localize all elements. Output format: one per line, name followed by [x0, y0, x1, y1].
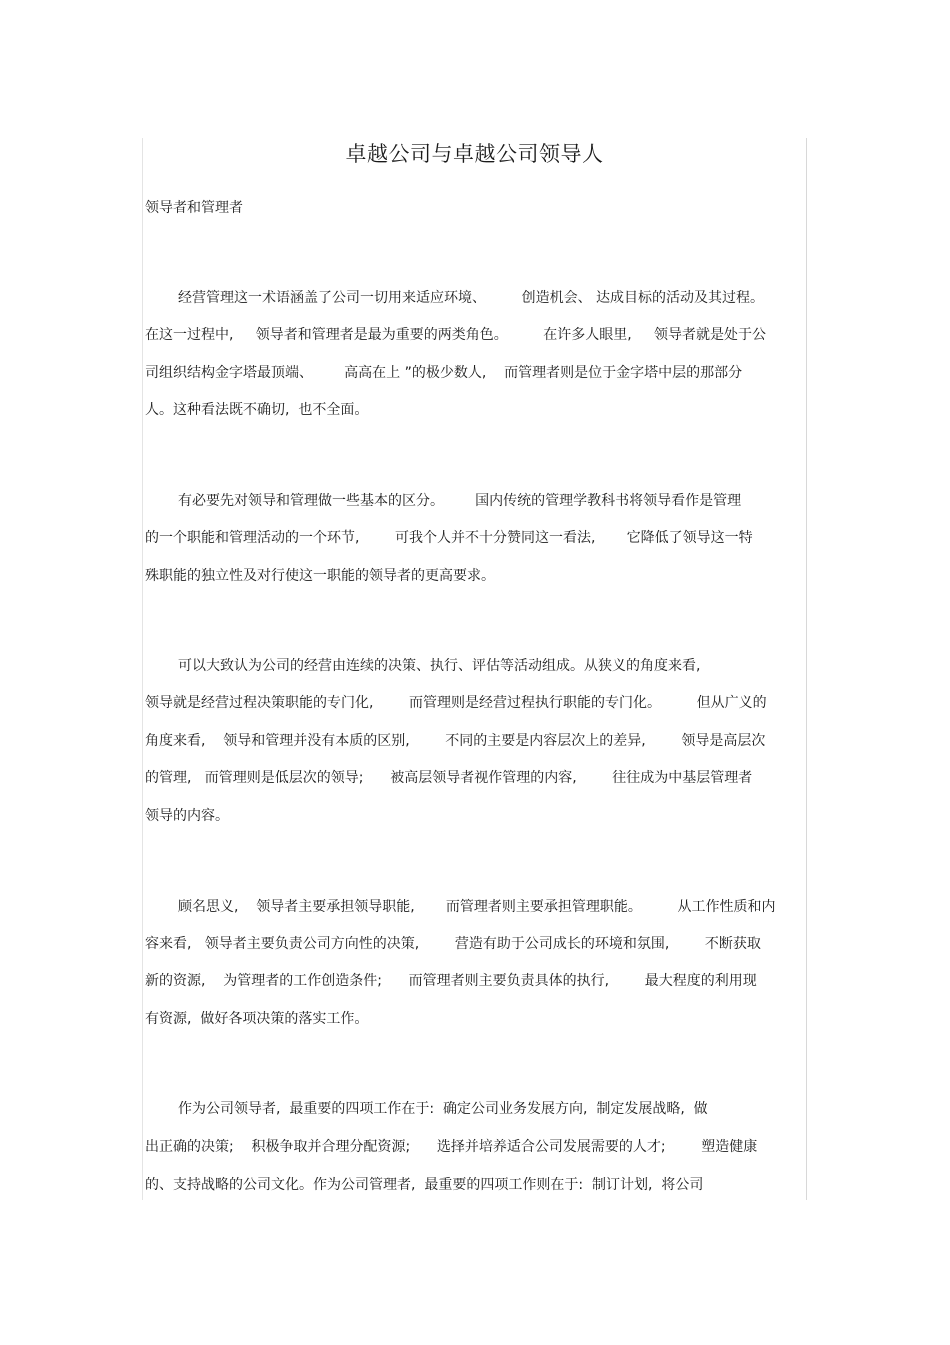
paragraph-line: 的管理, 而管理则是低层次的领导; 被高层领导者视作管理的内容, 往往成为中基层管理者	[145, 770, 753, 786]
paragraph-line: 角度来看, 领导和管理并没有本质的区别, 不同的主要是内容层次上的差异, 领导是高层次	[145, 733, 766, 749]
paragraph-line: 作为公司领导者, 最重要的四项工作在于: 确定公司业务发展方向, 制定发展战略, 做	[178, 1101, 708, 1117]
paragraph-line: 可以大致认为公司的经营由连续的决策、执行、评估等活动组成。从狭义的角度来看,	[178, 658, 701, 674]
paragraph-line: 司组织结构金字塔最顶端、 高高在上 ”的极少数人, 而管理者则是位于金字塔中层的那部分	[145, 365, 743, 381]
section-heading: 领导者和管理者	[145, 200, 243, 216]
document-title: 卓越公司与卓越公司领导人	[345, 142, 604, 166]
paragraph-line: 人。这种看法既不确切, 也不全面。	[145, 402, 369, 418]
paragraph-line: 经营管理这一术语涵盖了公司一切用来适应环境、 创造机会、 达成目标的活动及其过程。	[178, 290, 765, 306]
paragraph-line: 有资源, 做好各项决策的落实工作。	[145, 1011, 369, 1027]
left-border-line	[142, 138, 143, 1200]
paragraph-line: 有必要先对领导和管理做一些基本的区分。 国内传统的管理学教科书将领导看作是管理	[178, 493, 742, 509]
paragraph-line: 的一个职能和管理活动的一个环节, 可我个人并不十分赞同这一看法, 它降低了领导这一特	[145, 530, 753, 546]
paragraph-line: 顾名思义, 领导者主要承担领导职能, 而管理者则主要承担管理职能。 从工作性质和内	[178, 899, 776, 915]
paragraph-line: 的、支持战略的公司文化。作为公司管理者, 最重要的四项工作则在于: 制订计划, 将公司	[145, 1177, 704, 1193]
paragraph-line: 领导的内容。	[145, 808, 229, 824]
paragraph-line: 在这一过程中, 领导者和管理者是最为重要的两类角色。 在许多人眼里, 领导者就是处于公	[145, 327, 767, 343]
right-border-line	[806, 138, 807, 1200]
paragraph-line: 容来看, 领导者主要负责公司方向性的决策, 营造有助于公司成长的环境和氛围, 不断获取	[145, 936, 761, 952]
paragraph-line: 出正确的决策; 积极争取并合理分配资源; 选择并培养适合公司发展需要的人才; 塑造健康	[145, 1139, 758, 1155]
paragraph-line: 新的资源, 为管理者的工作创造条件; 而管理者则主要负责具体的执行, 最大程度的利用现	[145, 973, 757, 989]
paragraph-line: 殊职能的独立性及对行使这一职能的领导者的更高要求。	[145, 568, 495, 584]
paragraph-line: 领导就是经营过程决策职能的专门化, 而管理则是经营过程执行职能的专门化。 但从广义的	[145, 695, 767, 711]
